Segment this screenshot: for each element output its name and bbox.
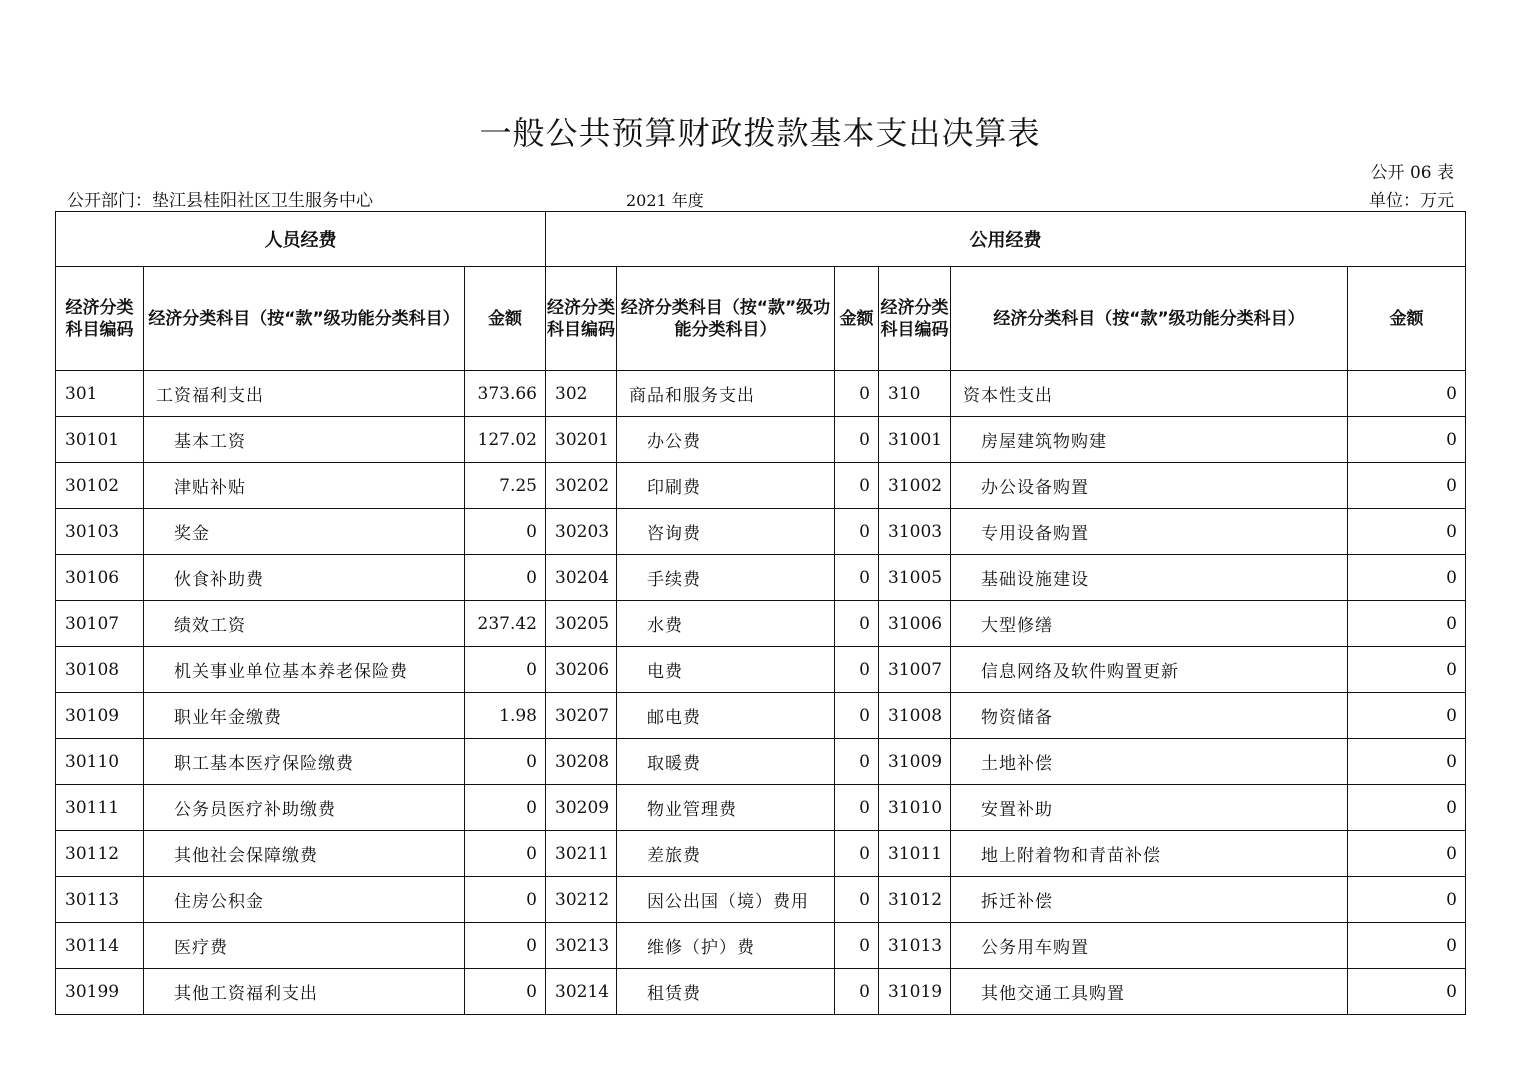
code-cell: 30206 <box>546 647 617 693</box>
name-cell: 绩效工资 <box>144 601 465 647</box>
name-cell: 差旅费 <box>617 831 835 877</box>
name-cell: 拆迁补偿 <box>951 877 1348 923</box>
code-cell: 30205 <box>546 601 617 647</box>
amount-cell: 127.02 <box>465 417 546 463</box>
name-cell: 商品和服务支出 <box>617 371 835 417</box>
amount-cell: 0 <box>835 923 879 969</box>
amount-cell: 1.98 <box>465 693 546 739</box>
table-row <box>56 647 1466 693</box>
amount-cell: 0 <box>1348 371 1466 417</box>
column-header-row <box>56 267 1466 371</box>
amount-cell: 0 <box>1348 923 1466 969</box>
name-cell: 奖金 <box>144 509 465 555</box>
table-body <box>56 371 1466 1015</box>
name-cell: 津贴补贴 <box>144 463 465 509</box>
table-row <box>56 739 1466 785</box>
amount-cell: 0 <box>465 509 546 555</box>
amount-cell: 0 <box>1348 739 1466 785</box>
group-personnel-header: 人员经费 <box>56 212 546 267</box>
code-cell: 30212 <box>546 877 617 923</box>
code-cell: 30202 <box>546 463 617 509</box>
code-cell: 31002 <box>879 463 951 509</box>
col-header-name: 经济分类科目（按“款”级功能分类科目） <box>144 267 465 371</box>
name-cell: 基础设施建设 <box>951 555 1348 601</box>
name-cell: 住房公积金 <box>144 877 465 923</box>
code-cell: 30102 <box>56 463 144 509</box>
amount-cell: 0 <box>465 923 546 969</box>
code-cell: 30211 <box>546 831 617 877</box>
amount-cell: 0 <box>1348 463 1466 509</box>
name-cell: 房屋建筑物购建 <box>951 417 1348 463</box>
amount-cell: 0 <box>1348 555 1466 601</box>
name-cell: 基本工资 <box>144 417 465 463</box>
amount-cell: 0 <box>835 371 879 417</box>
col-header-code: 经济分类科目编码 <box>546 267 617 371</box>
code-cell: 30204 <box>546 555 617 601</box>
name-cell: 咨询费 <box>617 509 835 555</box>
code-cell: 31019 <box>879 969 951 1015</box>
code-cell: 31010 <box>879 785 951 831</box>
code-cell: 30213 <box>546 923 617 969</box>
code-cell: 30110 <box>56 739 144 785</box>
table-row <box>56 555 1466 601</box>
name-cell: 公务员医疗补助缴费 <box>144 785 465 831</box>
name-cell: 信息网络及软件购置更新 <box>951 647 1348 693</box>
name-cell: 医疗费 <box>144 923 465 969</box>
col-header-name: 经济分类科目（按“款”级功能分类科目） <box>617 267 835 371</box>
table-row <box>56 785 1466 831</box>
table-row <box>56 969 1466 1015</box>
amount-cell: 0 <box>465 647 546 693</box>
table-row <box>56 417 1466 463</box>
amount-cell: 0 <box>1348 417 1466 463</box>
name-cell: 土地补偿 <box>951 739 1348 785</box>
amount-cell: 373.66 <box>465 371 546 417</box>
group-header-row <box>56 212 1466 267</box>
code-cell: 31008 <box>879 693 951 739</box>
code-cell: 31013 <box>879 923 951 969</box>
amount-cell: 0 <box>1348 877 1466 923</box>
amount-cell: 0 <box>835 509 879 555</box>
name-cell: 物资储备 <box>951 693 1348 739</box>
table-row <box>56 831 1466 877</box>
name-cell: 专用设备购置 <box>951 509 1348 555</box>
name-cell: 职业年金缴费 <box>144 693 465 739</box>
code-cell: 30214 <box>546 969 617 1015</box>
name-cell: 安置补助 <box>951 785 1348 831</box>
code-cell: 310 <box>879 371 951 417</box>
department-label: 公开部门：垫江县桂阳社区卫生服务中心 <box>67 191 373 211</box>
amount-cell: 0 <box>835 831 879 877</box>
code-cell: 30112 <box>56 831 144 877</box>
amount-cell: 0 <box>465 969 546 1015</box>
col-header-name: 经济分类科目（按“款”级功能分类科目） <box>951 267 1348 371</box>
code-cell: 31007 <box>879 647 951 693</box>
unit-label: 单位：万元 <box>1369 191 1454 211</box>
name-cell: 地上附着物和青苗补偿 <box>951 831 1348 877</box>
amount-cell: 0 <box>1348 969 1466 1015</box>
amount-cell: 0 <box>835 877 879 923</box>
table-row <box>56 371 1466 417</box>
name-cell: 电费 <box>617 647 835 693</box>
fiscal-year: 2021 年度 <box>626 191 704 210</box>
code-cell: 31006 <box>879 601 951 647</box>
name-cell: 水费 <box>617 601 835 647</box>
name-cell: 邮电费 <box>617 693 835 739</box>
amount-cell: 0 <box>465 555 546 601</box>
code-cell: 30108 <box>56 647 144 693</box>
code-cell: 31012 <box>879 877 951 923</box>
code-cell: 30109 <box>56 693 144 739</box>
code-cell: 30207 <box>546 693 617 739</box>
document-title: 一般公共预算财政拨款基本支出决算表 <box>479 114 1041 152</box>
name-cell: 公务用车购置 <box>951 923 1348 969</box>
code-cell: 31001 <box>879 417 951 463</box>
name-cell: 其他社会保障缴费 <box>144 831 465 877</box>
code-cell: 31005 <box>879 555 951 601</box>
amount-cell: 7.25 <box>465 463 546 509</box>
code-cell: 30114 <box>56 923 144 969</box>
amount-cell: 237.42 <box>465 601 546 647</box>
amount-cell: 0 <box>1348 647 1466 693</box>
name-cell: 印刷费 <box>617 463 835 509</box>
table-row <box>56 601 1466 647</box>
name-cell: 其他工资福利支出 <box>144 969 465 1015</box>
code-cell: 30106 <box>56 555 144 601</box>
col-header-amount: 金额 <box>465 267 546 371</box>
name-cell: 取暖费 <box>617 739 835 785</box>
amount-cell: 0 <box>835 463 879 509</box>
name-cell: 其他交通工具购置 <box>951 969 1348 1015</box>
code-cell: 30103 <box>56 509 144 555</box>
code-cell: 31009 <box>879 739 951 785</box>
amount-cell: 0 <box>1348 509 1466 555</box>
amount-cell: 0 <box>465 831 546 877</box>
code-cell: 31011 <box>879 831 951 877</box>
name-cell: 伙食补助费 <box>144 555 465 601</box>
code-cell: 30111 <box>56 785 144 831</box>
amount-cell: 0 <box>835 601 879 647</box>
amount-cell: 0 <box>835 555 879 601</box>
name-cell: 手续费 <box>617 555 835 601</box>
amount-cell: 0 <box>835 647 879 693</box>
amount-cell: 0 <box>465 785 546 831</box>
amount-cell: 0 <box>835 417 879 463</box>
group-public-header: 公用经费 <box>546 212 1466 267</box>
name-cell: 职工基本医疗保险缴费 <box>144 739 465 785</box>
table-row <box>56 693 1466 739</box>
code-cell: 301 <box>56 371 144 417</box>
amount-cell: 0 <box>465 877 546 923</box>
table-row <box>56 463 1466 509</box>
form-number: 公开 06 表 <box>1370 163 1454 183</box>
amount-cell: 0 <box>465 739 546 785</box>
code-cell: 30201 <box>546 417 617 463</box>
col-header-code: 经济分类科目编码 <box>56 267 144 371</box>
name-cell: 维修（护）费 <box>617 923 835 969</box>
col-header-amount: 金额 <box>1348 267 1466 371</box>
code-cell: 30113 <box>56 877 144 923</box>
name-cell: 机关事业单位基本养老保险费 <box>144 647 465 693</box>
amount-cell: 0 <box>835 785 879 831</box>
table-row <box>56 509 1466 555</box>
code-cell: 31003 <box>879 509 951 555</box>
name-cell: 工资福利支出 <box>144 371 465 417</box>
amount-cell: 0 <box>835 739 879 785</box>
code-cell: 30203 <box>546 509 617 555</box>
amount-cell: 0 <box>835 693 879 739</box>
name-cell: 办公费 <box>617 417 835 463</box>
name-cell: 资本性支出 <box>951 371 1348 417</box>
col-header-code: 经济分类科目编码 <box>879 267 951 371</box>
code-cell: 30101 <box>56 417 144 463</box>
amount-cell: 0 <box>1348 601 1466 647</box>
col-header-amount: 金额 <box>835 267 879 371</box>
code-cell: 30208 <box>546 739 617 785</box>
code-cell: 30209 <box>546 785 617 831</box>
name-cell: 因公出国（境）费用 <box>617 877 835 923</box>
amount-cell: 0 <box>1348 693 1466 739</box>
name-cell: 大型修缮 <box>951 601 1348 647</box>
name-cell: 租赁费 <box>617 969 835 1015</box>
budget-table <box>55 211 1466 1015</box>
name-cell: 物业管理费 <box>617 785 835 831</box>
table-row <box>56 923 1466 969</box>
table-row <box>56 877 1466 923</box>
code-cell: 30107 <box>56 601 144 647</box>
code-cell: 30199 <box>56 969 144 1015</box>
amount-cell: 0 <box>835 969 879 1015</box>
amount-cell: 0 <box>1348 831 1466 877</box>
name-cell: 办公设备购置 <box>951 463 1348 509</box>
amount-cell: 0 <box>1348 785 1466 831</box>
code-cell: 302 <box>546 371 617 417</box>
